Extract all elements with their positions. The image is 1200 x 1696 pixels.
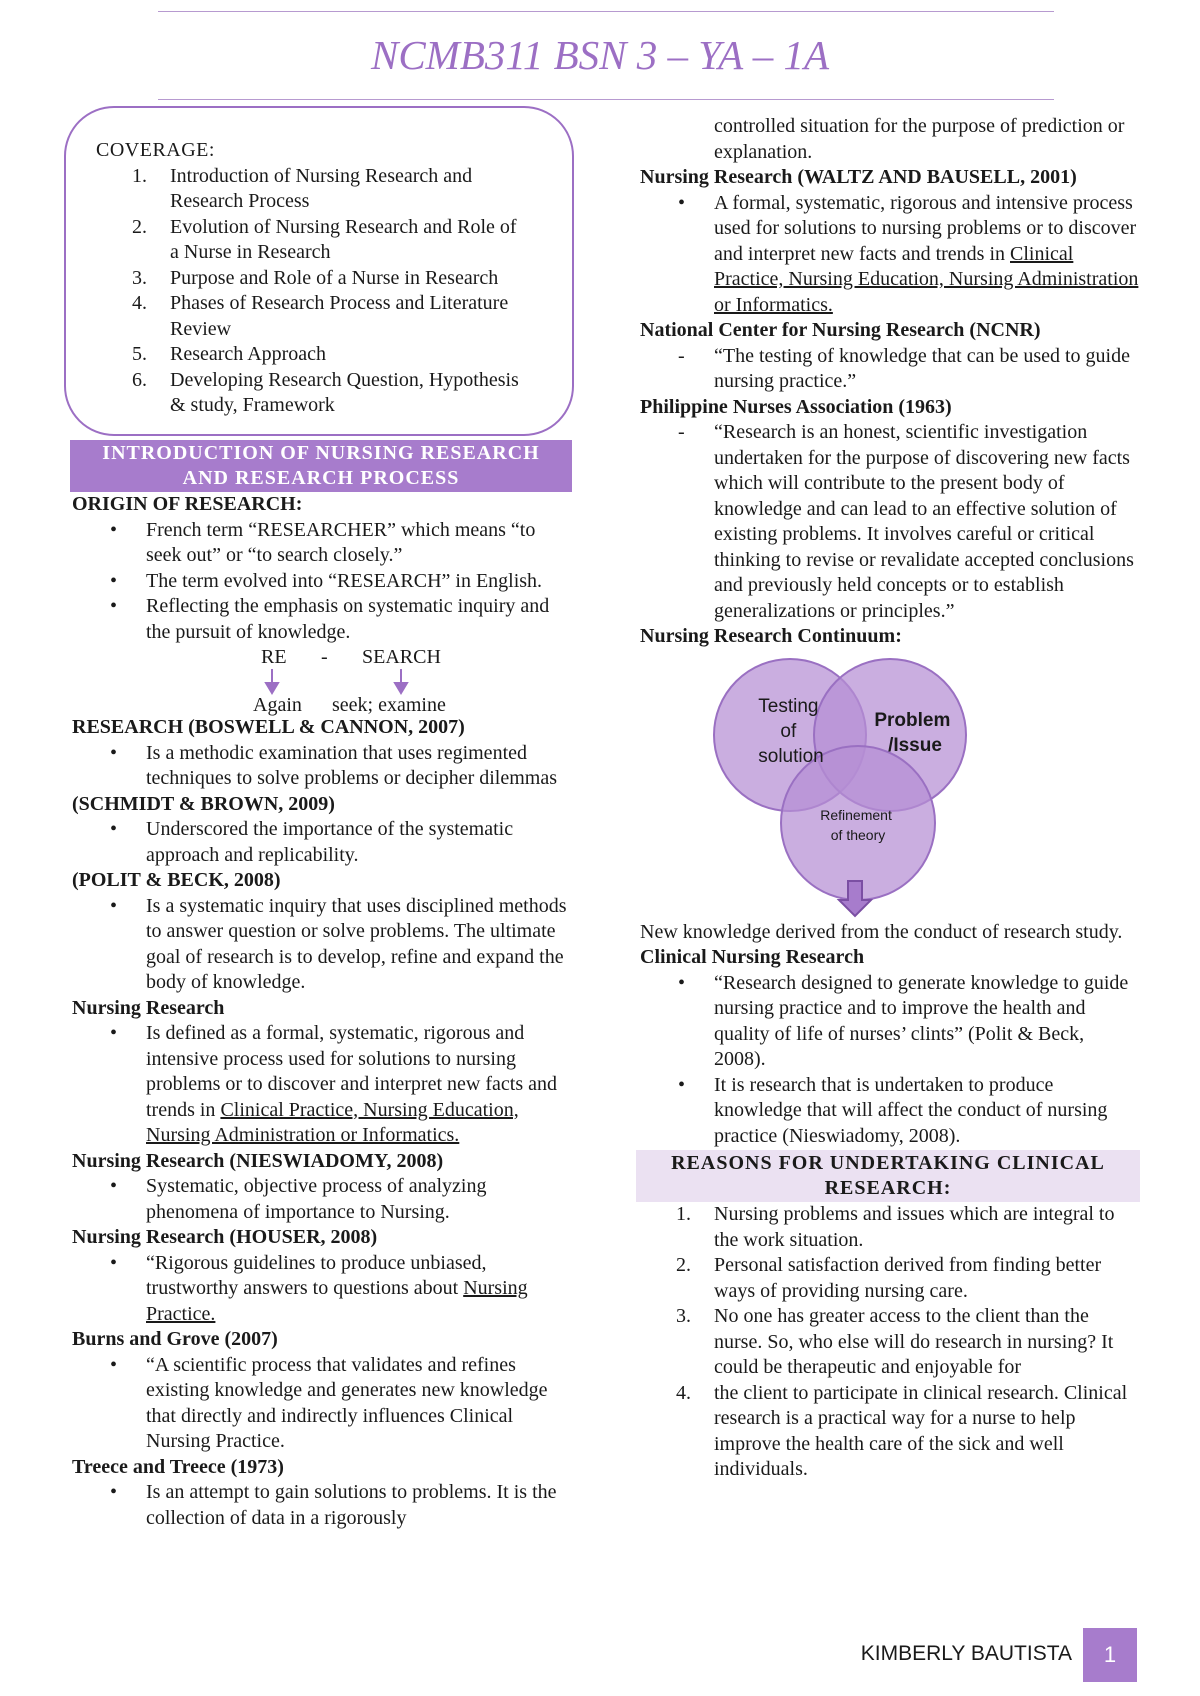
research-continuum-venn	[640, 650, 1140, 920]
coverage-item: 6. Developing Research Question, Hypothesis & study, Framework	[132, 368, 519, 416]
etym-search: SEARCH	[362, 646, 441, 668]
reason-item: 3. No one has greater access to the client than the nurse. So, who else will do research in nursing? It could be therapeutic and enjoyable for	[676, 1305, 1114, 1378]
origin-bullet: • French term “RESEARCHER” which means “to seek out” or “to search closely.”	[72, 518, 572, 569]
schmidt-heading: (SCHMIDT & BROWN, 2009)	[72, 792, 335, 815]
origin-bullet: • Reflecting the emphasis on systematic inquiry and the pursuit of knowledge.	[72, 594, 572, 645]
reason-item: 4. the client to participate in clinical research. Clinical research is a practical way for a nurse to help improve the health care of the sick and well individuals.	[676, 1381, 1128, 1480]
venn-label-testing-3: solution	[758, 745, 824, 767]
houser-heading: Nursing Research (HOUSER, 2008)	[72, 1226, 378, 1248]
right-column	[640, 114, 1140, 1483]
boswell-heading: RESEARCH (BOSWELL & CANNON, 2007)	[72, 716, 465, 738]
etym-dash: -	[321, 646, 328, 668]
footer-author: KIMBERLY BAUTISTA	[860, 1642, 1072, 1665]
boswell-bullet: • Is a methodic examination that uses regimented techniques to solve problems or decipher dilemmas	[72, 741, 572, 792]
etym-seek: seek; examine	[332, 694, 446, 716]
header-rule-top	[158, 11, 1054, 12]
header-rule-bottom	[158, 99, 1054, 100]
burns-bullet: • “A scientific process that validates and refines existing knowledge and generates new knowledge that directly and indirectly influences Clinical Nursing Practice.	[72, 1353, 572, 1455]
nr-bullet-underlined: Clinical Practice, Nursing Education, Nursing Administration or Informatics.	[146, 1098, 519, 1146]
etym-re: RE	[261, 646, 287, 668]
houser-bullet-underlined: Nursing Practice.	[146, 1277, 528, 1325]
coverage-item: 3. Purpose and Role of a Nurse in Research	[132, 266, 499, 289]
clinical-bullet: • It is research that is undertaken to produce knowledge that will affect the conduct of nursing practice (Nieswiadomy, 2008).	[640, 1073, 1140, 1150]
polit-bullet: • Is a systematic inquiry that uses disciplined methods to answer question or solve problems. The ultimate goal of research is to develop, refine and expand the body of knowledge.	[72, 894, 572, 996]
ncnr-item: - “The testing of knowledge that can be used to guide nursing practice.”	[640, 344, 1140, 395]
venn-circle-refinement	[781, 746, 935, 900]
origin-heading: ORIGIN OF RESEARCH:	[72, 493, 303, 515]
venn-label-refinement-2: of theory	[830, 826, 886, 843]
pna-item: - “Research is an honest, scientific investigation undertaken for the purpose of discovering new facts which will contribute to the present body of knowledge and can lead to an effective solution of existing problems. It involves careful or critical thinking to revise or revalidate accepted conclusions and previously held concepts or to establish generalizations or principles.”	[640, 420, 1140, 624]
waltz-bullet-underlined: Clinical Practice, Nursing Education, Nursing Administration or Informatics.	[714, 242, 1139, 316]
clinical-heading: Clinical Nursing Research	[640, 946, 865, 968]
reason-item: 2. Personal satisfaction derived from finding better ways of providing nursing care.	[676, 1254, 1102, 1302]
etymology-diagram	[72, 645, 572, 715]
coverage-heading: COVERAGE:	[96, 139, 215, 161]
polit-heading: (POLIT & BECK, 2008)	[72, 869, 281, 891]
venn-label-testing-1: Testing	[758, 695, 819, 717]
page-title: NCMB311 BSN 3 – YA – 1A	[370, 32, 830, 78]
nr-heading: Nursing Research	[72, 996, 225, 1019]
treece-heading: Treece and Treece (1973)	[72, 1455, 284, 1478]
ncnr-heading: National Center for Nursing Research (NCNR)	[640, 319, 1041, 341]
venn-label-testing-2: of	[780, 720, 797, 742]
schmidt-bullet: • Underscored the importance of the systematic approach and replicability.	[72, 817, 572, 868]
etym-again: Again	[253, 694, 302, 716]
reason-item: 1. Nursing problems and issues which are integral to the work situation.	[676, 1203, 1115, 1251]
origin-bullet: • The term evolved into “RESEARCH” in English.	[72, 569, 572, 595]
coverage-item: 2. Evolution of Nursing Research and Role of a Nurse in Research	[132, 215, 517, 263]
coverage-list	[96, 138, 566, 419]
continuum-caption: New knowledge derived from the conduct of research study.	[640, 920, 1123, 943]
coverage-item: 4. Phases of Research Process and Literature Review	[132, 292, 509, 340]
continued-text: controlled situation for the purpose of prediction or explanation.	[714, 115, 1125, 163]
nieswiadomy-heading: Nursing Research (NIESWIADOMY, 2008)	[72, 1149, 444, 1172]
intro-banner: INTRODUCTION OF NURSING RESEARCH AND RESEARCH PROCESS	[70, 440, 572, 492]
coverage-item: 1. Introduction of Nursing Research and Research Process	[132, 164, 473, 212]
reasons-banner: REASONS FOR UNDERTAKING CLINICAL RESEARCH:	[636, 1150, 1140, 1202]
venn-label-problem-2: /Issue	[888, 734, 942, 756]
coverage-item: 5. Research Approach	[132, 343, 327, 365]
venn-label-problem-1: Problem	[874, 709, 951, 731]
continuum-heading: Nursing Research Continuum:	[640, 625, 902, 647]
treece-bullet: • Is an attempt to gain solutions to problems. It is the collection of data in a rigorously	[72, 1480, 572, 1531]
clinical-bullet: • “Research designed to generate knowledge to guide nursing practice and to improve the health and quality of life of nurses’ clints” (Polit & Beck, 2008).	[640, 971, 1140, 1073]
houser-bullet: • “Rigorous guidelines to produce unbiased, trustworthy answers to questions about Nursing Practice.	[72, 1251, 572, 1328]
etym-arrows	[72, 669, 572, 699]
waltz-bullet: • A formal, systematic, rigorous and intensive process used for solutions to nursing problems or to discover and interpret new facts and trends in Clinical Practice, Nursing Education, Nursing Administration or Informatics.	[640, 191, 1140, 319]
waltz-heading: Nursing Research (WALTZ AND BAUSELL, 2001)	[640, 166, 1077, 188]
venn-label-refinement-1: Refinement	[820, 806, 892, 823]
left-column	[72, 440, 572, 1531]
nr-bullet: • Is defined as a formal, systematic, rigorous and intensive process used for solutions to nursing problems or to discover and interpret new facts and trends in Clinical Practice, Nursing Education, Nursing Administration or Informatics.	[72, 1021, 572, 1149]
page-number: 1	[1083, 1628, 1137, 1682]
pna-heading: Philippine Nurses Association (1963)	[640, 395, 952, 418]
nieswiadomy-bullet: • Systematic, objective process of analyzing phenomena of importance to Nursing.	[72, 1174, 572, 1225]
burns-heading: Burns and Grove (2007)	[72, 1328, 278, 1350]
